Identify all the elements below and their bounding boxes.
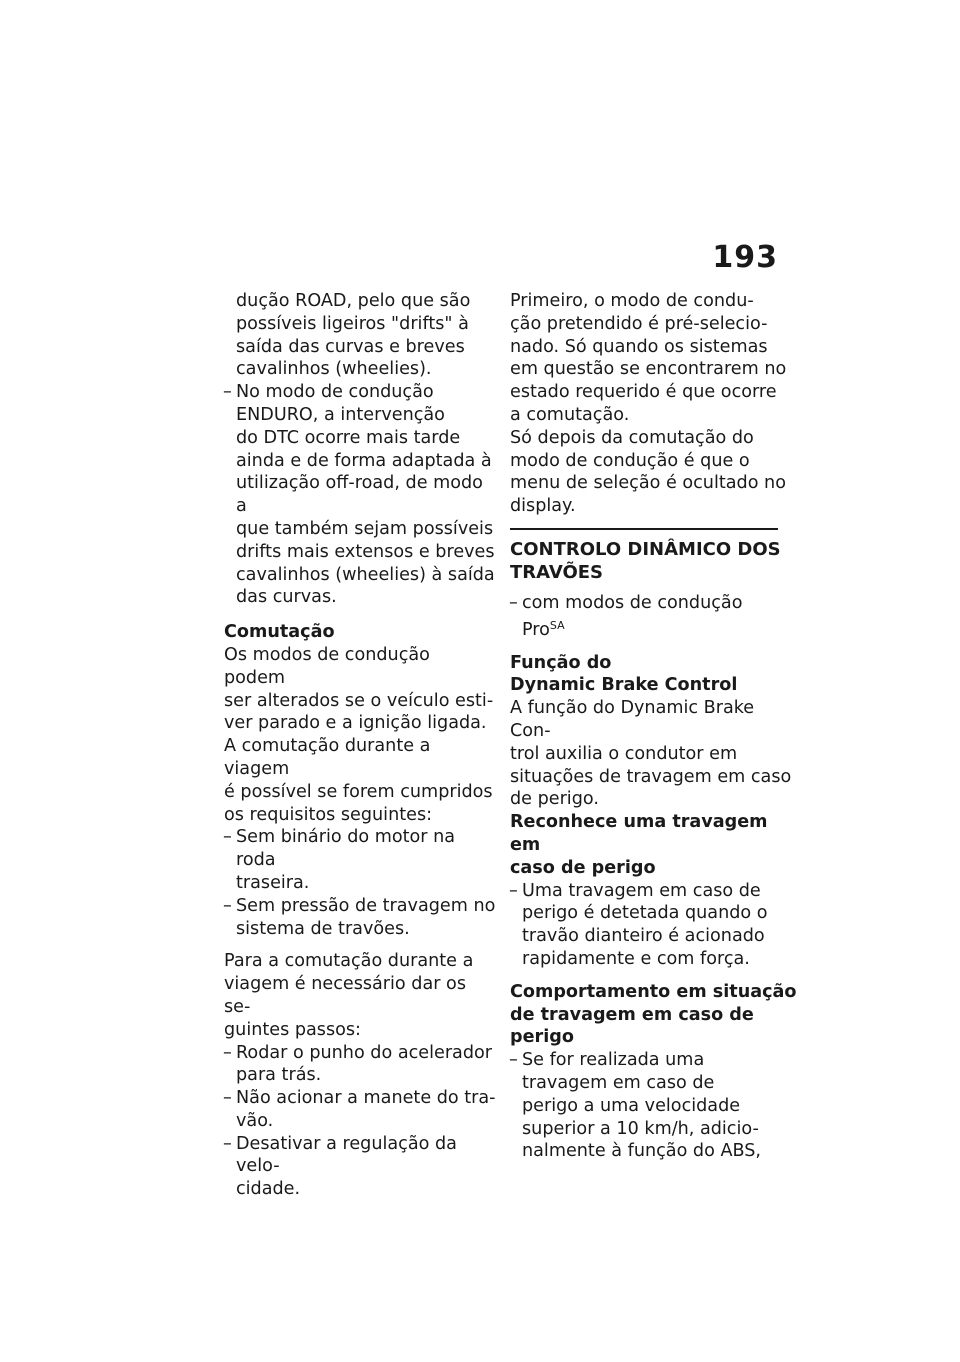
heading-comportamento: de travagem em caso de — [510, 1004, 754, 1025]
text-line: menu de seleção é ocultado no — [510, 473, 786, 494]
heading-reconhece: caso de perigo — [510, 857, 656, 878]
text-line — [522, 615, 800, 642]
dash-bullet: – — [223, 382, 232, 403]
dash-bullet: – — [223, 1133, 232, 1154]
text-line: ver parado e a ignição ligada. — [224, 713, 487, 734]
text-line: sistema de travões. — [236, 918, 410, 939]
text-line: situações de travagem em caso — [510, 766, 792, 787]
page-number: 193 — [712, 240, 778, 275]
text-line: possíveis ligeiros "drifts" à — [236, 313, 469, 334]
section-title: TRAVÕES — [510, 561, 604, 583]
text-line: vão. — [236, 1110, 274, 1131]
text-line: de perigo. — [510, 789, 599, 810]
dash-bullet: – — [223, 1088, 232, 1109]
text-line: A comutação durante a viagem — [224, 736, 431, 779]
text-line: perigo é detetada quando o — [522, 903, 768, 924]
heading-comportamento: Comportamento em situação — [510, 981, 797, 1002]
text-line: dução ROAD, pelo que são — [236, 291, 471, 311]
text-line: ção pretendido é pré-selecio- — [510, 313, 768, 334]
list-item — [224, 826, 496, 894]
text-line: cidade. — [236, 1179, 301, 1200]
text-line: Sem binário do motor na roda — [236, 827, 456, 871]
text-line: traseira. — [236, 872, 310, 893]
left-column — [224, 290, 496, 1201]
text-line: é possível se forem cumpridos — [224, 781, 493, 802]
text-line: utilização off-road, de modo a — [236, 473, 483, 517]
text-line: superior a 10 km/h, adicio- — [522, 1118, 759, 1139]
heading-reconhece: Reconhece uma travagem em — [510, 812, 768, 855]
section-title: CONTROLO DINÂMICO DOS — [510, 538, 781, 560]
text-line: para trás. — [236, 1065, 322, 1086]
option-superscript: SA — [549, 618, 565, 632]
text-line: em questão se encontrarem no — [510, 359, 787, 380]
text-line: guintes passos: — [224, 1019, 361, 1040]
text-line: perigo a uma velocidade — [522, 1095, 741, 1116]
text-line: os requisitos seguintes: — [224, 804, 433, 825]
text-line: estado requerido é que ocorre — [510, 382, 777, 403]
text-line: A função do Dynamic Brake Con- — [510, 698, 755, 741]
text-line: travão dianteiro é acionado — [522, 926, 765, 947]
text-line: travagem em caso de — [522, 1072, 715, 1093]
text-line: ENDURO, a intervenção — [236, 404, 445, 425]
list-item-enduro — [224, 381, 496, 609]
list-item — [224, 1087, 496, 1133]
heading-funcao: Dynamic Brake Control — [510, 675, 738, 696]
text-line: Para a comutação durante a — [224, 951, 474, 972]
heading-comutacao: Comutação — [224, 622, 335, 643]
option-pro: Pro — [522, 619, 550, 640]
option-item — [510, 592, 800, 642]
text-line: cavalinhos (wheelies). — [236, 359, 432, 380]
right-column — [510, 290, 800, 1163]
text-line: saída das curvas e breves — [236, 336, 465, 357]
text-line: Uma travagem em caso de — [522, 880, 761, 901]
list-item — [224, 895, 496, 941]
intro-continuation — [224, 290, 496, 381]
list-item — [510, 880, 800, 971]
dash-bullet: – — [223, 895, 232, 916]
dash-bullet: – — [509, 1050, 518, 1071]
steps-intro — [224, 950, 496, 1041]
text-line: cavalinhos (wheelies) à saída — [236, 564, 495, 585]
text-line: a comutação. — [510, 404, 630, 425]
list-item — [224, 1042, 496, 1088]
text-line: trol auxilia o condutor em — [510, 743, 738, 764]
text-line: Não acionar a manete do tra- — [236, 1088, 496, 1109]
text-line: do DTC ocorre mais tarde — [236, 427, 461, 448]
text-line: Rodar o punho do acelerador — [236, 1042, 493, 1063]
text-line: Os modos de condução podem — [224, 644, 430, 688]
dash-bullet: – — [223, 827, 232, 848]
text-line: Se for realizada uma — [522, 1050, 705, 1071]
text-line: rapidamente e com força. — [522, 948, 750, 969]
dash-bullet: – — [223, 1042, 232, 1063]
text-line: No modo de condução — [236, 382, 434, 403]
text-line: com modos de condução — [522, 592, 743, 613]
text-line: nado. Só quando os sistemas — [510, 336, 768, 357]
dash-bullet: – — [509, 880, 518, 901]
text-line: nalmente à função do ABS, — [522, 1141, 762, 1162]
dash-bullet: – — [509, 592, 518, 613]
text-line: Desativar a regulação da velo- — [236, 1133, 457, 1177]
text-line: Só depois da comutação do — [510, 427, 754, 448]
text-line: viagem é necessário dar os se- — [224, 974, 466, 1017]
text-line: Primeiro, o modo de condu- — [510, 291, 754, 311]
text-line: ser alterados se o veículo esti- — [224, 690, 494, 711]
text-line: ainda e de forma adaptada à — [236, 450, 492, 471]
text-line: das curvas. — [236, 587, 337, 608]
section-divider — [510, 528, 778, 530]
text-line: drifts mais extensos e breves — [236, 541, 495, 562]
text-line: display. — [510, 496, 576, 517]
list-item — [510, 1049, 800, 1163]
list-item — [224, 1133, 496, 1201]
text-line: Sem pressão de travagem no — [236, 895, 496, 916]
heading-comportamento: perigo — [510, 1027, 574, 1048]
text-line: que também sejam possíveis — [236, 518, 494, 539]
text-line: modo de condução é que o — [510, 450, 750, 471]
heading-funcao: Função do — [510, 652, 612, 673]
